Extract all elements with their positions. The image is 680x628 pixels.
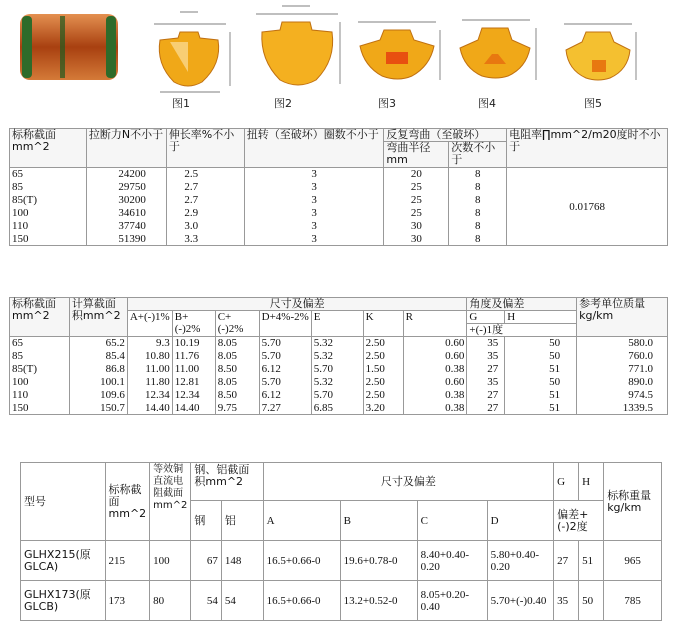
t1-cell: 8 [449, 233, 507, 246]
t2-cell: 51 [505, 389, 577, 402]
t3-header-c: C [417, 501, 487, 541]
t3-cell-c: 8.40+0.40-0.20 [417, 541, 487, 581]
t2-cell: 0.60 [403, 337, 467, 350]
t3-cell-b: 19.6+0.78-0 [340, 541, 417, 581]
profile-figure-4 [448, 6, 544, 92]
t2-cell: 6.12 [259, 363, 311, 376]
t2-header-a: A+(-)1% [127, 311, 172, 337]
t1-header-resistivity: 电阻率∏mm^2/m20度时不小于 [507, 129, 668, 168]
t1-cell: 110 [10, 220, 87, 233]
figure-caption-2: 图2 [274, 97, 292, 110]
t2-cell: 150.7 [69, 402, 127, 415]
t1-cell: 30 [384, 233, 449, 246]
t3-header-model: 型号 [21, 463, 106, 541]
t1-header-section: 标称截面mm^2 [10, 129, 87, 168]
t3-header-tol: 偏差+(-)2度 [554, 501, 604, 541]
t1-cell: 3 [244, 207, 384, 220]
t2-cell: 1.50 [363, 363, 403, 376]
t2-header-section: 标称截面mm^2 [10, 298, 70, 337]
t2-cell: 0.60 [403, 350, 467, 363]
t2-cell: 27 [467, 389, 505, 402]
t2-cell: 8.50 [215, 363, 259, 376]
t2-header-angle: 角度及偏差 [467, 298, 577, 311]
t3-header-d: D [487, 501, 553, 541]
t1-cell: 3.0 [166, 220, 244, 233]
t3-header-steel: 钢 [191, 501, 221, 541]
t2-cell: 0.38 [403, 402, 467, 415]
t2-cell: 5.70 [259, 337, 311, 350]
figure-caption-4: 图4 [478, 97, 496, 110]
t1-cell: 3 [244, 168, 384, 181]
figure-strip [0, 0, 680, 112]
t1-cell: 30 [384, 220, 449, 233]
t1-cell: 8 [449, 181, 507, 194]
t2-cell: 14.40 [172, 402, 215, 415]
t1-cell: 8 [449, 194, 507, 207]
t1-cell: 2.7 [166, 194, 244, 207]
t2-cell: 109.6 [69, 389, 127, 402]
t2-header-h: H [505, 311, 577, 324]
t1-resistivity-value: 0.01768 [507, 168, 668, 246]
model-table [20, 462, 662, 621]
t2-cell: 1339.5 [577, 402, 668, 415]
t3-row [21, 541, 662, 581]
t2-header-weight: 参考单位质量kg/km [577, 298, 668, 337]
t2-cell: 51 [505, 402, 577, 415]
t3-header-dims: 尺寸及偏差 [263, 463, 554, 501]
t3-cell-d: 5.70+(-)0.40 [487, 581, 553, 621]
t2-cell: 51 [505, 363, 577, 376]
t2-cell: 10.19 [172, 337, 215, 350]
t1-header-torsion: 扭转（至破坏）圈数不小于 [244, 129, 384, 168]
t1-cell: 37740 [86, 220, 166, 233]
t2-cell: 11.76 [172, 350, 215, 363]
t3-cell-h: 51 [579, 541, 604, 581]
t2-cell: 6.12 [259, 389, 311, 402]
wire-spool-image [14, 8, 126, 88]
t2-row [10, 363, 668, 376]
t1-cell: 2.9 [166, 207, 244, 220]
t2-cell: 9.3 [127, 337, 172, 350]
t1-cell: 3 [244, 181, 384, 194]
t1-cell: 65 [10, 168, 87, 181]
t1-cell: 20 [384, 168, 449, 181]
t3-cell-steel: 54 [191, 581, 221, 621]
t3-cell-section: 173 [105, 581, 150, 621]
t3-header-equiv: 等效铜直流电阻截面mm^2 [150, 463, 191, 541]
t3-row [21, 581, 662, 621]
t1-cell: 8 [449, 168, 507, 181]
t2-cell: 974.5 [577, 389, 668, 402]
t1-cell: 2.5 [166, 168, 244, 181]
t2-cell: 150 [10, 402, 70, 415]
t3-header-section: 标称截面mm^2 [105, 463, 150, 541]
t2-cell: 8.05 [215, 337, 259, 350]
t3-cell-model: GLHX215(原GLCA) [21, 541, 106, 581]
t2-row [10, 350, 668, 363]
dimensions-table [9, 297, 668, 415]
t3-header-a: A [263, 501, 340, 541]
t2-header-k: K [363, 311, 403, 337]
profile-figure-3 [350, 8, 446, 92]
t3-cell-c: 8.05+0.20-0.40 [417, 581, 487, 621]
t2-row [10, 376, 668, 389]
t3-header-h: H [579, 463, 604, 501]
t1-cell: 85(T) [10, 194, 87, 207]
t1-cell: 24200 [86, 168, 166, 181]
t2-cell: 86.8 [69, 363, 127, 376]
t2-cell: 10.80 [127, 350, 172, 363]
t2-cell: 50 [505, 376, 577, 389]
t2-cell: 5.70 [311, 389, 363, 402]
t1-cell: 2.7 [166, 181, 244, 194]
t2-cell: 85(T) [10, 363, 70, 376]
t1-cell: 34610 [86, 207, 166, 220]
t2-row [10, 389, 668, 402]
t1-cell: 25 [384, 194, 449, 207]
t2-cell: 0.38 [403, 389, 467, 402]
t1-cell: 150 [10, 233, 87, 246]
t2-cell: 35 [467, 337, 505, 350]
t2-cell: 5.32 [311, 376, 363, 389]
t2-cell: 65 [10, 337, 70, 350]
t3-cell-a: 16.5+0.66-0 [263, 541, 340, 581]
t2-cell: 8.05 [215, 350, 259, 363]
t2-cell: 580.0 [577, 337, 668, 350]
t2-header-b: B+(-)2% [172, 311, 215, 337]
t2-cell: 0.60 [403, 376, 467, 389]
mechanical-properties-table [9, 128, 668, 246]
t2-cell: 35 [467, 376, 505, 389]
t2-cell: 5.32 [311, 350, 363, 363]
t3-header-g: G [554, 463, 579, 501]
profile-figure-5 [552, 8, 644, 92]
t2-cell: 14.40 [127, 402, 172, 415]
t2-cell: 9.75 [215, 402, 259, 415]
t3-cell-h: 50 [579, 581, 604, 621]
t2-cell: 100 [10, 376, 70, 389]
t2-cell: 110 [10, 389, 70, 402]
t1-cell: 25 [384, 181, 449, 194]
t1-row [10, 168, 668, 181]
t2-cell: 12.34 [172, 389, 215, 402]
t2-cell: 11.80 [127, 376, 172, 389]
t1-cell: 3 [244, 220, 384, 233]
t3-cell-b: 13.2+0.52-0 [340, 581, 417, 621]
t2-header-dims: 尺寸及偏差 [127, 298, 467, 311]
t2-cell: 5.70 [259, 350, 311, 363]
t2-row [10, 337, 668, 350]
t2-cell: 85 [10, 350, 70, 363]
profile-figure-1 [140, 2, 240, 94]
t2-cell: 100.1 [69, 376, 127, 389]
t3-cell-weight: 965 [604, 541, 662, 581]
t2-cell: 7.27 [259, 402, 311, 415]
t2-cell: 890.0 [577, 376, 668, 389]
t1-cell: 8 [449, 207, 507, 220]
t2-cell: 760.0 [577, 350, 668, 363]
figure-caption-3: 图3 [378, 97, 396, 110]
t2-cell: 2.50 [363, 350, 403, 363]
t2-cell: 50 [505, 350, 577, 363]
t3-header-b: B [340, 501, 417, 541]
t1-cell: 3 [244, 233, 384, 246]
t1-cell: 100 [10, 207, 87, 220]
t3-cell-steel: 67 [191, 541, 221, 581]
t3-cell-equiv: 100 [150, 541, 191, 581]
t2-cell: 3.20 [363, 402, 403, 415]
t1-cell: 3.3 [166, 233, 244, 246]
t2-cell: 85.4 [69, 350, 127, 363]
t2-cell: 65.2 [69, 337, 127, 350]
t2-body [10, 337, 668, 415]
t1-cell: 29750 [86, 181, 166, 194]
t3-cell-a: 16.5+0.66-0 [263, 581, 340, 621]
t1-header-elongation: 伸长率%不小于 [166, 129, 244, 168]
t2-cell: 12.34 [127, 389, 172, 402]
t1-body [10, 168, 668, 246]
figure-caption-5: 图5 [584, 97, 602, 110]
t1-cell: 30200 [86, 194, 166, 207]
t2-cell: 5.70 [311, 363, 363, 376]
t2-header-e: E [311, 311, 363, 337]
t2-cell: 2.50 [363, 337, 403, 350]
t2-cell: 0.38 [403, 363, 467, 376]
t2-cell: 11.00 [127, 363, 172, 376]
t2-cell: 35 [467, 350, 505, 363]
t2-cell: 5.32 [311, 337, 363, 350]
t2-cell: 8.05 [215, 376, 259, 389]
t1-header-bend-radius: 弯曲半径mm [384, 142, 449, 168]
t1-cell: 8 [449, 220, 507, 233]
t3-body [21, 541, 662, 621]
t3-cell-equiv: 80 [150, 581, 191, 621]
t2-cell: 771.0 [577, 363, 668, 376]
t3-header-al: 铝 [221, 501, 263, 541]
t1-cell: 85 [10, 181, 87, 194]
t2-cell: 27 [467, 363, 505, 376]
t3-cell-al: 148 [221, 541, 263, 581]
figure-caption-1: 图1 [172, 97, 190, 110]
t2-cell: 2.50 [363, 376, 403, 389]
t2-cell: 5.70 [259, 376, 311, 389]
t3-cell-al: 54 [221, 581, 263, 621]
t2-cell: 27 [467, 402, 505, 415]
t1-cell: 51390 [86, 233, 166, 246]
t2-cell: 6.85 [311, 402, 363, 415]
t3-header-weight: 标称重量kg/km [604, 463, 662, 541]
t3-cell-section: 215 [105, 541, 150, 581]
t1-cell: 25 [384, 207, 449, 220]
t1-header-tensile: 拉断力N不小于 [86, 129, 166, 168]
t3-cell-g: 27 [554, 541, 579, 581]
t3-cell-d: 5.80+0.40-0.20 [487, 541, 553, 581]
t2-cell: 2.50 [363, 389, 403, 402]
t3-cell-model: GLHX173(原GLCB) [21, 581, 106, 621]
t2-header-d: D+4%-2% [259, 311, 311, 337]
t2-header-c: C+(-)2% [215, 311, 259, 337]
t2-cell: 50 [505, 337, 577, 350]
t2-row [10, 402, 668, 415]
t2-header-g: G [467, 311, 505, 324]
t1-header-bend-times: 次数不小于 [449, 142, 507, 168]
t1-cell: 3 [244, 194, 384, 207]
t2-cell: 11.00 [172, 363, 215, 376]
t2-cell: 8.50 [215, 389, 259, 402]
t3-cell-weight: 785 [604, 581, 662, 621]
t2-header-tol: +(-)1度 [467, 324, 577, 337]
t3-header-steel-al: 钢、铝截面积mm^2 [191, 463, 263, 501]
t1-header-bending: 反复弯曲（至破坏） [384, 129, 507, 142]
t2-header-calc: 计算截面积mm^2 [69, 298, 127, 337]
t2-header-r: R [403, 311, 467, 337]
t3-cell-g: 35 [554, 581, 579, 621]
profile-figure-2 [246, 0, 350, 92]
t2-cell: 12.81 [172, 376, 215, 389]
